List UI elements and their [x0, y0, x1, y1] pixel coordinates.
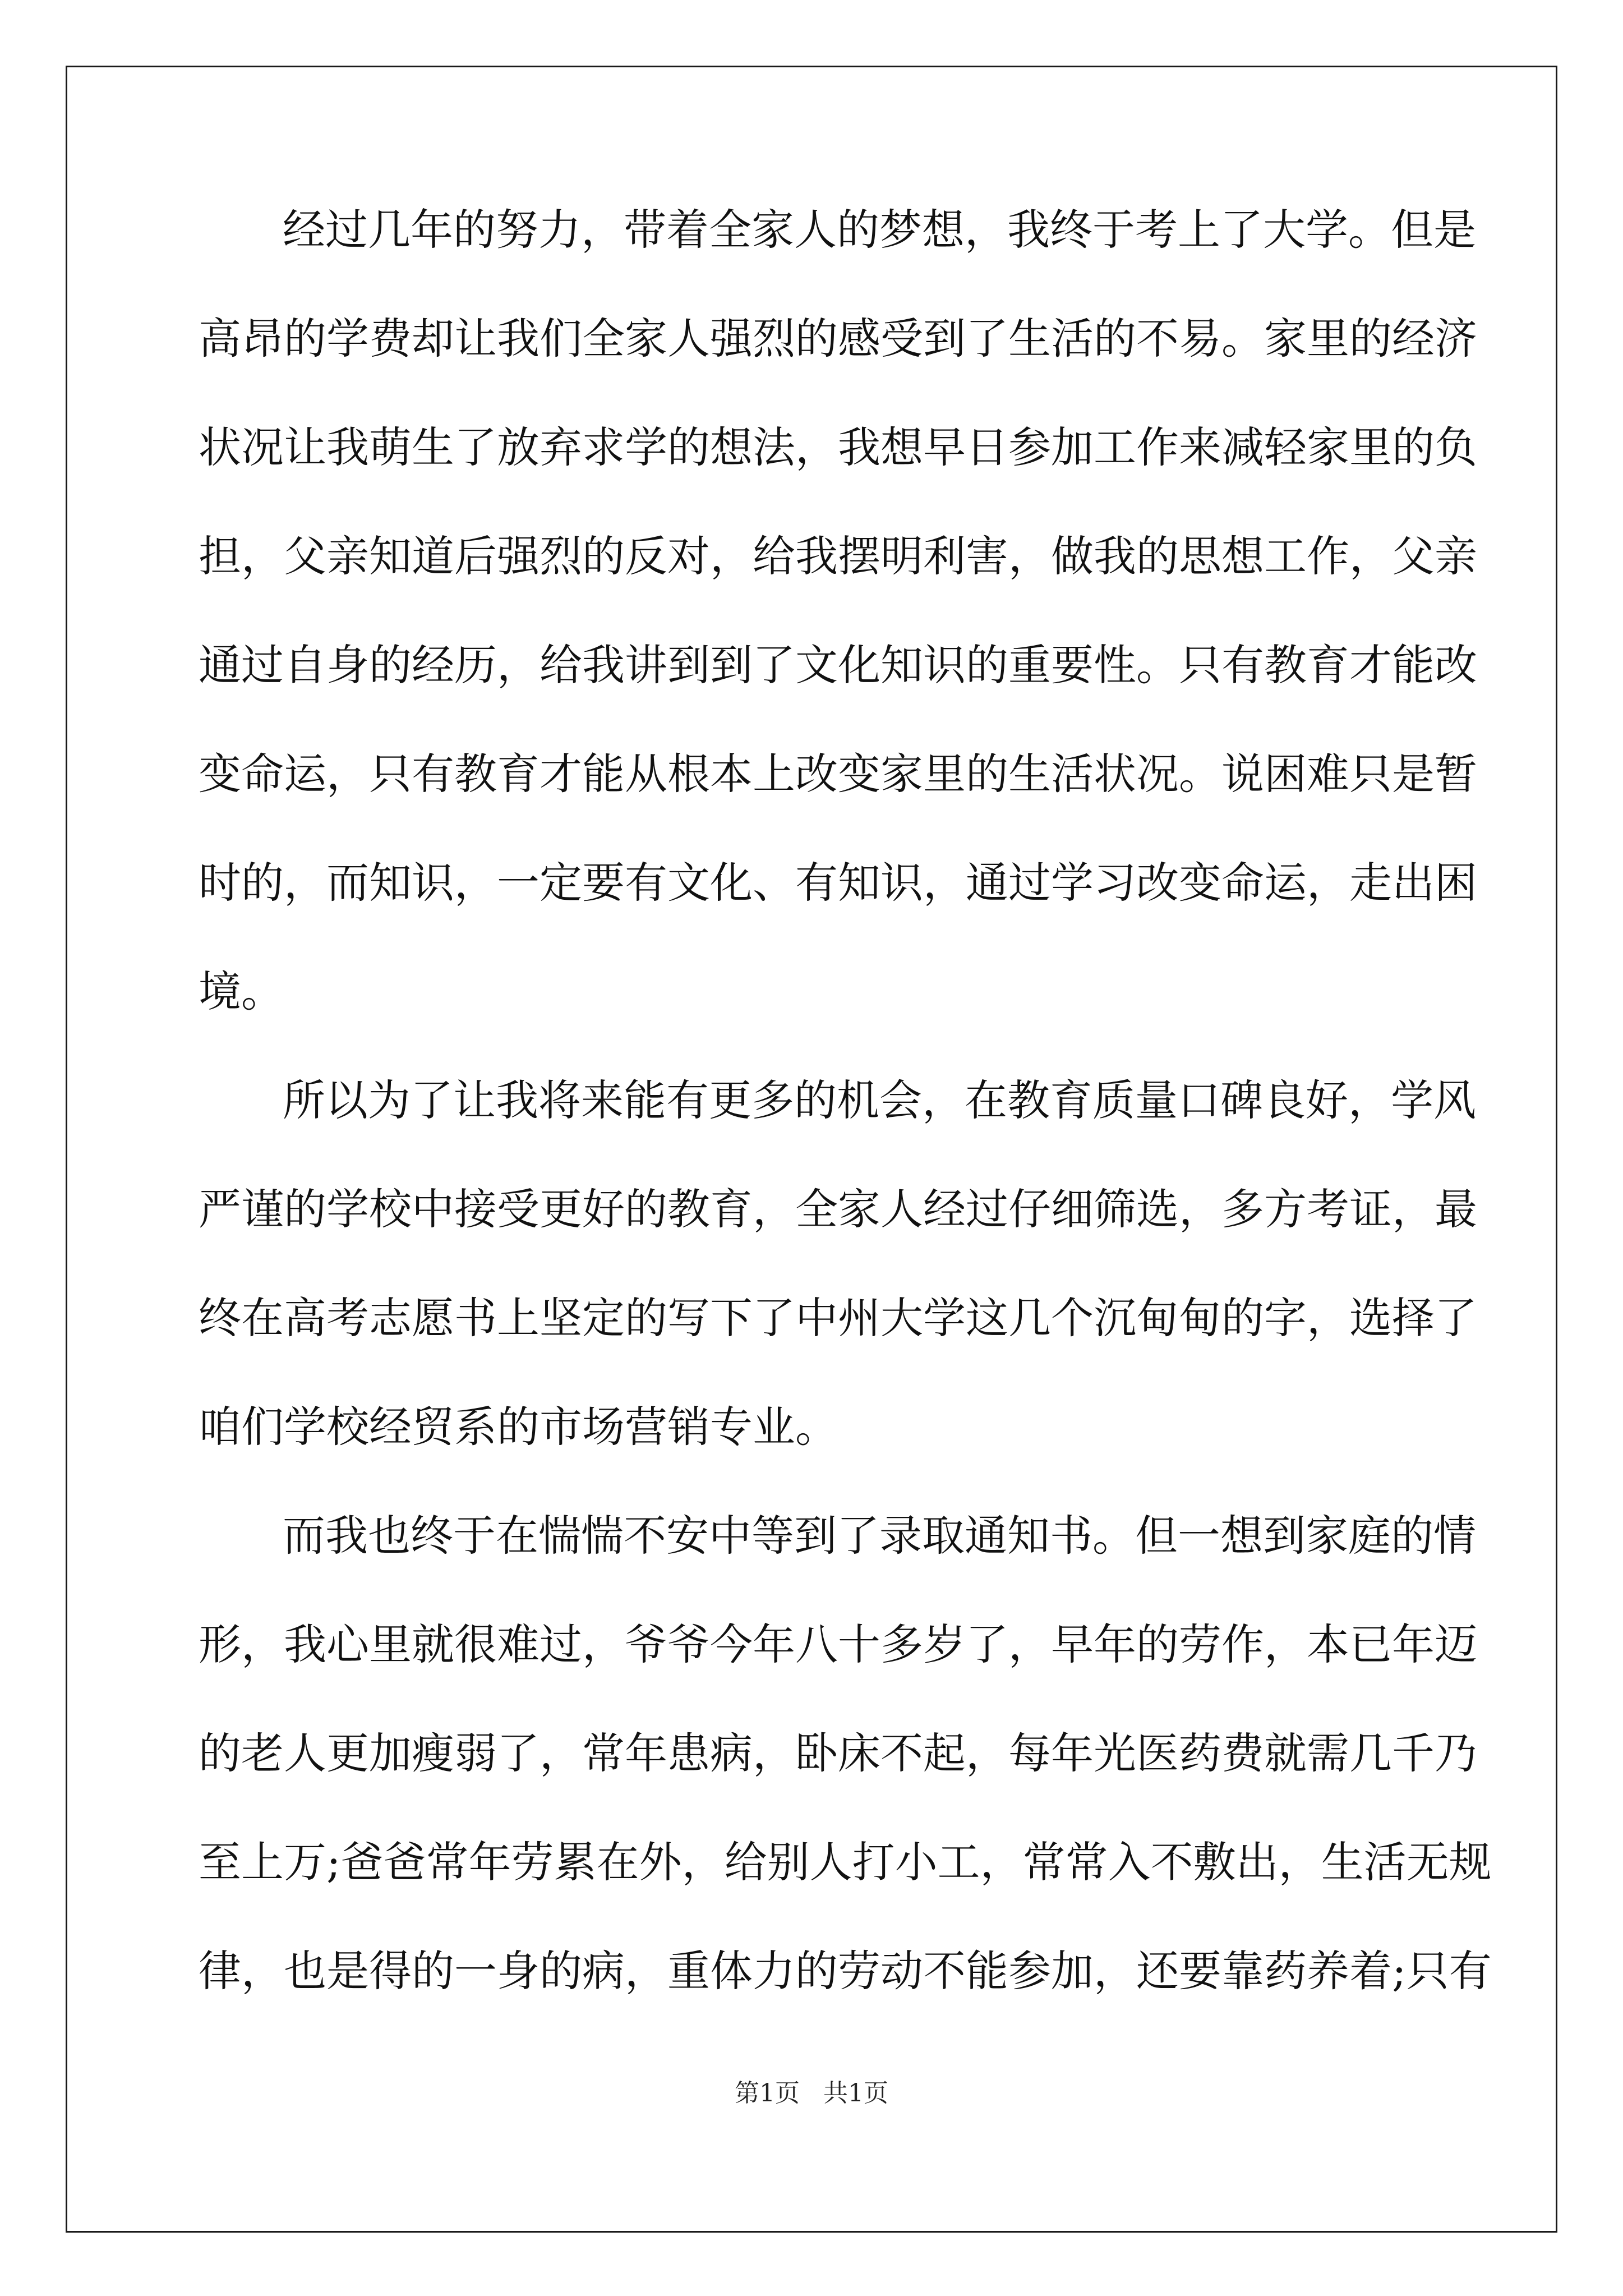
text-line: 咱们学校经贸系的市场营销专业。 — [199, 1402, 838, 1452]
text-line: 终在高考志愿书上坚定的写下了中州大学这几个沉甸甸的字，选择了 — [199, 1293, 1477, 1343]
text-line: 时的，而知识，一定要有文化、有知识，通过学习改变命运，走出困 — [199, 858, 1477, 908]
text-line: 状况让我萌生了放弃求学的想法，我想早日参加工作来减轻家里的负 — [199, 422, 1477, 472]
text-line: 严谨的学校中接受更好的教育，全家人经过仔细筛选，多方考证，最 — [199, 1184, 1477, 1234]
text-line: 至上万;爸爸常年劳累在外，给别人打小工，常常入不敷出，生活无规 — [199, 1837, 1492, 1887]
text-line: 律，也是得的一身的病，重体力的劳动不能参加，还要靠药养着;只有 — [199, 1946, 1492, 1996]
text-line: 形，我心里就很难过，爷爷今年八十多岁了，早年的劳作，本已年迈 — [199, 1619, 1477, 1669]
paragraph-1 — [199, 205, 1477, 1079]
text-line: 担，父亲知道后强烈的反对，给我摆明利害，做我的思想工作，父亲 — [199, 531, 1477, 581]
text-line: 境。 — [199, 967, 284, 1016]
text-line: 经过几年的努力，带着全家人的梦想，我终于考上了大学。但是 — [283, 205, 1476, 255]
document-body — [199, 205, 1492, 2059]
paragraph-2 — [199, 1075, 1477, 1515]
text-line: 而我也终于在惴惴不安中等到了录取通知书。但一想到家庭的情 — [283, 1511, 1476, 1561]
text-line: 高昂的学费却让我们全家人强烈的感受到了生活的不易。家里的经济 — [199, 314, 1477, 364]
text-line: 的老人更加瘦弱了，常年患病，卧床不起，每年光医药费就需几千乃 — [199, 1728, 1477, 1778]
text-line: 通过自身的经历，给我讲到到了文化知识的重要性。只有教育才能改 — [199, 640, 1477, 690]
text-line: 变命运，只有教育才能从根本上改变家里的生活状况。说困难只是暂 — [199, 749, 1477, 799]
paragraph-3 — [199, 1511, 1492, 2059]
text-line: 所以为了让我将来能有更多的机会，在教育质量口碑良好，学风 — [283, 1075, 1476, 1125]
page-footer: 第1页 共1页 — [735, 2079, 888, 2108]
